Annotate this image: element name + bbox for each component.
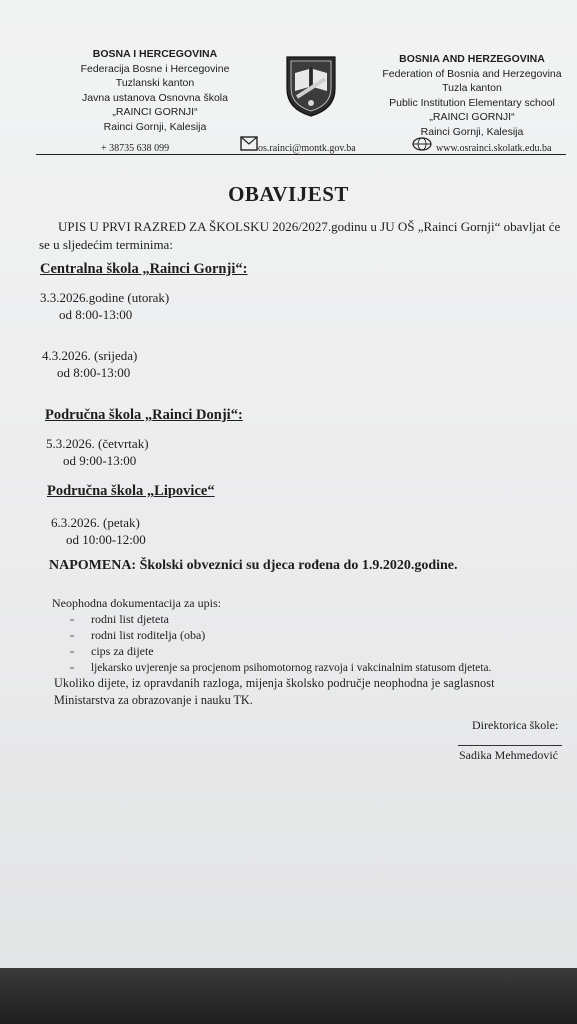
list-item-text: rodni list roditelja (oba) xyxy=(91,628,206,642)
section-heading-lipovice: Područna škola „Lipovice“ xyxy=(47,483,215,499)
bullet-dash: - xyxy=(70,644,74,658)
header-web: www.osrainci.skolatk.edu.ba xyxy=(436,143,552,154)
schedule-time: od 10:00-12:00 xyxy=(66,532,146,547)
header-left-line: Rainci Gornji, Kalesija xyxy=(103,120,207,133)
envelope-icon xyxy=(240,136,258,151)
section-heading-centralna: Centralna škola „Rainci Gornji“: xyxy=(40,261,248,277)
school-crest-icon xyxy=(283,53,339,119)
list-item xyxy=(70,643,491,659)
note-text: NAPOMENA: Školski obveznici su djeca rođena do 1.9.2020.godine. xyxy=(49,558,458,573)
signature-line xyxy=(458,745,562,746)
header-left-line: Federacija Bosne i Hercegovine xyxy=(80,62,230,75)
header-right-line: BOSNIA AND HERZEGOVINA xyxy=(399,53,545,65)
schedule-time: od 8:00-13:00 xyxy=(57,365,131,380)
closing-line: Ministarstva za obrazovanje i nauku TK. xyxy=(54,693,253,707)
schedule-date: 3.3.2026.godine (utorak) xyxy=(40,290,170,305)
bullet-dash: - xyxy=(70,660,74,674)
documents-list xyxy=(70,611,491,676)
header-phone: + 38735 638 099 xyxy=(101,143,170,154)
header-divider xyxy=(36,154,566,155)
bullet-dash: - xyxy=(70,612,74,626)
header-left-line: Tuzlanski kanton xyxy=(115,77,195,90)
header-right-block xyxy=(372,52,572,140)
globe-icon xyxy=(412,137,432,151)
header-email: os.rainci@montk.gov.ba xyxy=(258,143,356,154)
intro-line: se u sljedećim terminima: xyxy=(39,237,173,252)
header-right-line: Federation of Bosnia and Herzegovina xyxy=(382,67,562,80)
photo-background xyxy=(0,968,577,1024)
bullet-dash: - xyxy=(70,628,74,642)
header-left-block xyxy=(60,47,250,135)
list-item xyxy=(70,611,491,627)
list-item xyxy=(70,659,491,676)
header-right-line: Public Institution Elementary school xyxy=(389,96,555,109)
header-right-line: Rainci Gornji, Kalesija xyxy=(420,125,524,138)
signature-role: Direktorica škole: xyxy=(472,718,559,732)
list-item-text: ljekarsko uvjerenje sa procjenom psihomotornog razvoja i vakcinalnim statusom djeteta. xyxy=(91,662,492,674)
header-right-line: Tuzla kanton xyxy=(442,82,502,95)
header-left-line: BOSNA I HERCEGOVINA xyxy=(92,48,218,60)
list-item xyxy=(70,627,491,643)
header-left-line: „RAINCI GORNJI“ xyxy=(112,106,198,119)
schedule-time: od 9:00-13:00 xyxy=(63,453,137,468)
schedule-date: 4.3.2026. (srijeda) xyxy=(42,348,138,363)
closing-line: Ukoliko dijete, iz opravdanih razloga, mijenja školsko područje neophodna je saglasnost xyxy=(54,676,495,690)
section-heading-rainci-donji: Područna škola „Rainci Donji“: xyxy=(45,407,243,423)
signature-name: Sadika Mehmedović xyxy=(459,748,558,762)
header-left-line: Javna ustanova Osnovna škola xyxy=(82,91,228,104)
header-right-line: „RAINCI GORNJI“ xyxy=(429,111,515,124)
schedule-date: 6.3.2026. (petak) xyxy=(51,515,140,530)
documents-heading: Neophodna dokumentacija za upis: xyxy=(52,596,221,610)
schedule-date: 5.3.2026. (četvrtak) xyxy=(46,436,149,451)
list-item-text: cips za dijete xyxy=(91,644,154,658)
schedule-time: od 8:00-13:00 xyxy=(59,307,133,322)
intro-line: UPIS U PRVI RAZRED ZA ŠKOLSKU 2026/2027.godinu u JU OŠ „Rainci Gornji“ obavljat će xyxy=(58,219,561,234)
list-item-text: rodni list djeteta xyxy=(91,612,169,626)
page-title: OBAVIJEST xyxy=(228,182,349,206)
